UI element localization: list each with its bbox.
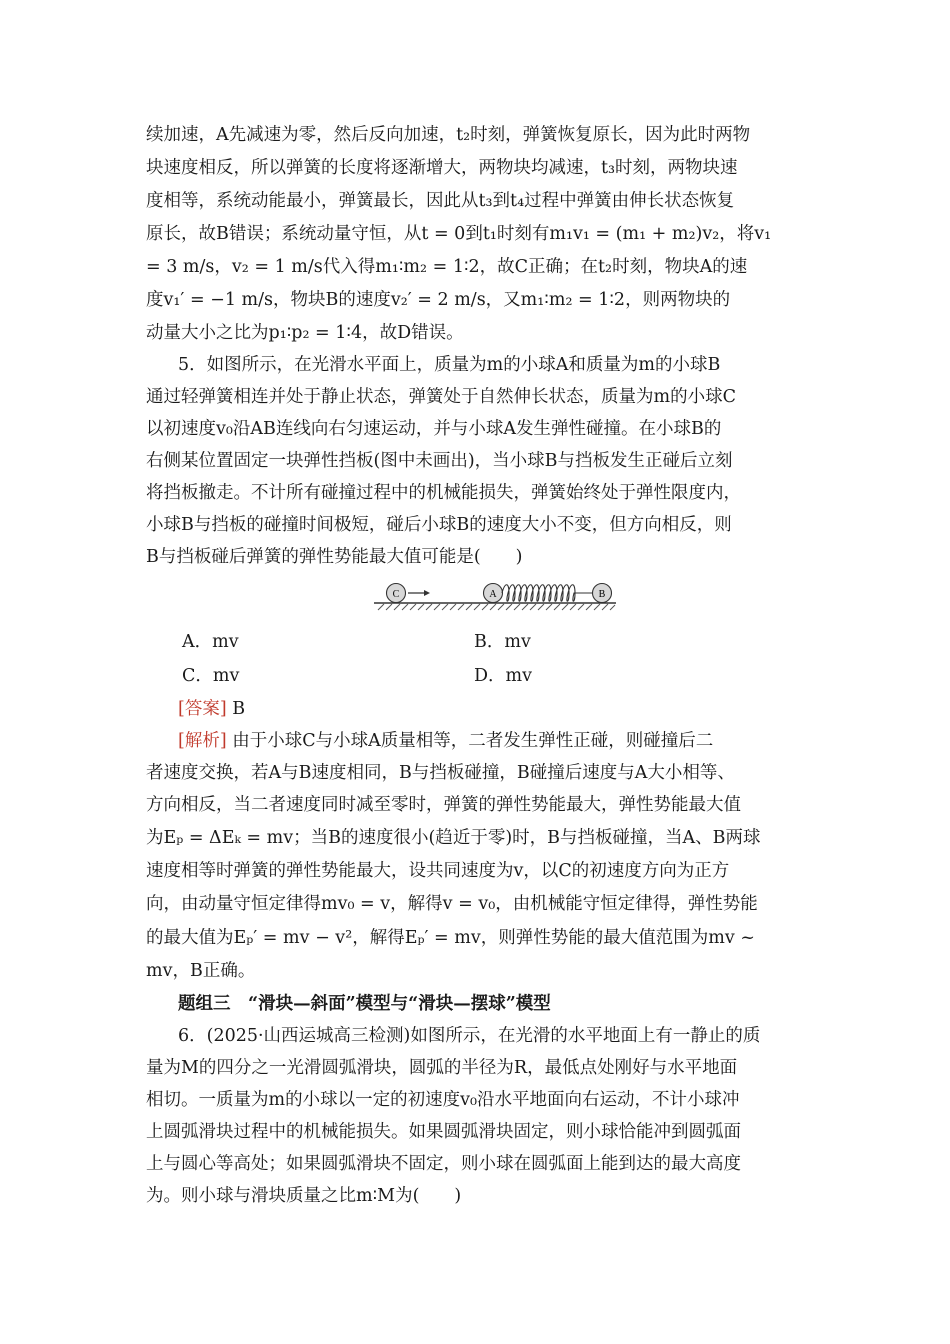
text-line: 原长，故B错误；系统动量守恒，从t = 0到t₁时刻有m₁v₁ = (m₁ + m₂)v₂，将v₁ <box>146 224 772 244</box>
option-d: D．mv <box>474 666 533 686</box>
question-stem-line: 上圆弧滑块过程中的机械能损失。如果圆弧滑块固定，则小球恰能冲到圆弧面 <box>146 1122 741 1142</box>
question-stem-line: 小球B与挡板的碰撞时间极短，碰后小球B的速度大小不变，但方向相反，则 <box>146 515 732 535</box>
question-stem-line: 5．如图所示，在光滑水平面上，质量为m的小球A和质量为m的小球B <box>178 355 721 375</box>
answer-value: B <box>232 699 246 719</box>
text-line: 续加速，A先减速为零，然后反向加速，t₂时刻，弹簧恢复原长，因为此时两物 <box>146 125 751 145</box>
option-a: A．mv <box>182 632 239 652</box>
question-stem-line: 量为M的四分之一光滑圆弧滑块，圆弧的半径为R，最低点处刚好与水平地面 <box>146 1058 738 1078</box>
text-line: 度相等，系统动能最小，弹簧最长，因此从t₃到t₄过程中弹簧由伸长状态恢复 <box>146 191 735 211</box>
question-stem-line: 相切。一质量为m的小球以一定的初速度v₀沿水平地面向右运动，不计小球冲 <box>146 1090 740 1110</box>
ball-c <box>387 584 406 603</box>
analysis-line: 为Eₚ = ΔEₖ = mv；当B的速度很小(趋近于零)时，B与挡板碰撞，当A、B两球 <box>146 828 761 848</box>
answer-tag: [答案] <box>178 699 227 719</box>
spring <box>502 585 592 602</box>
question-stem-line: 通过轻弹簧相连并处于静止状态，弹簧处于自然伸长状态，质量为m的小球C <box>146 387 736 407</box>
analysis-line: mv，B正确。 <box>146 961 256 981</box>
ball-b-label: B <box>598 589 606 600</box>
analysis-line: 速度相等时弹簧的弹性势能最大，设共同速度为v，以C的初速度方向为正方 <box>146 861 730 881</box>
analysis-text: 由于小球C与小球A质量相等，二者发生弹性正碰，则碰撞后二 <box>232 731 714 751</box>
ground-surface <box>374 603 616 610</box>
question-stem-line: 上与圆心等高处；如果圆弧滑块不固定，则小球在圆弧面上能到达的最大高度 <box>146 1154 741 1174</box>
question-stem-line: 为。则小球与滑块质量之比m∶M为( ) <box>146 1186 462 1206</box>
analysis-line <box>178 729 806 753</box>
ball-a <box>484 584 503 603</box>
spring-ball-figure <box>372 576 618 612</box>
analysis-line: 方向相反，当二者速度同时减至零时，弹簧的弹性势能最大，弹性势能最大值 <box>146 795 741 815</box>
text-line: 块速度相反，所以弹簧的长度将逐渐增大，两物块均减速，t₃时刻，两物块速 <box>146 158 738 178</box>
question-stem-line: 右侧某位置固定一块弹性挡板(图中未画出)，当小球B与挡板发生正碰后立刻 <box>146 451 733 471</box>
analysis-tag: [解析] <box>178 731 227 751</box>
text-line: 度v₁′ = −1 m/s，物块B的速度v₂′ = 2 m/s，又m₁∶m₂ = 1∶2，则两物块的 <box>146 290 731 310</box>
question-stem-line: B与挡板碰后弹簧的弹性势能最大值可能是( ) <box>146 547 523 567</box>
option-b: B．mv <box>474 632 531 652</box>
analysis-line: 的最大值为Eₚ′ = mv − v²，解得Eₚ′ = mv，则弹性势能的最大值范围为mv ~ <box>146 928 755 948</box>
question-stem-line: 以初速度v₀沿AB连线向右匀速运动，并与小球A发生弹性碰撞。在小球B的 <box>146 419 722 439</box>
analysis-line: 者速度交换，若A与B速度相同，B与挡板碰撞，B碰撞后速度与A大小相等、 <box>146 763 735 783</box>
question-stem-line: 将挡板撤走。不计所有碰撞过程中的机械能损失，弹簧始终处于弹性限度内， <box>146 483 741 503</box>
ball-a-label: A <box>489 589 497 600</box>
section-heading: 题组三 “滑块—斜面”模型与“滑块—摆球”模型 <box>178 994 551 1014</box>
option-c: C．mv <box>182 666 240 686</box>
text-line: = 3 m/s，v₂ = 1 m/s代入得m₁∶m₂ = 1∶2，故C正确；在t₂时刻，物块A的速 <box>146 257 748 277</box>
velocity-arrow <box>408 590 430 596</box>
text-line: 动量大小之比为p₁∶p₂ = 1∶4，故D错误。 <box>146 323 464 343</box>
ball-b <box>593 584 612 603</box>
question-stem-line: 6．(2025·山西运城高三检测)如图所示，在光滑的水平地面上有一静止的质 <box>178 1026 761 1046</box>
answer-line <box>178 697 806 721</box>
analysis-line: 向，由动量守恒定律得mv₀ = v，解得v = v₀，由机械能守恒定律得，弹性势能 <box>146 894 758 914</box>
ball-c-label: C <box>392 589 400 600</box>
